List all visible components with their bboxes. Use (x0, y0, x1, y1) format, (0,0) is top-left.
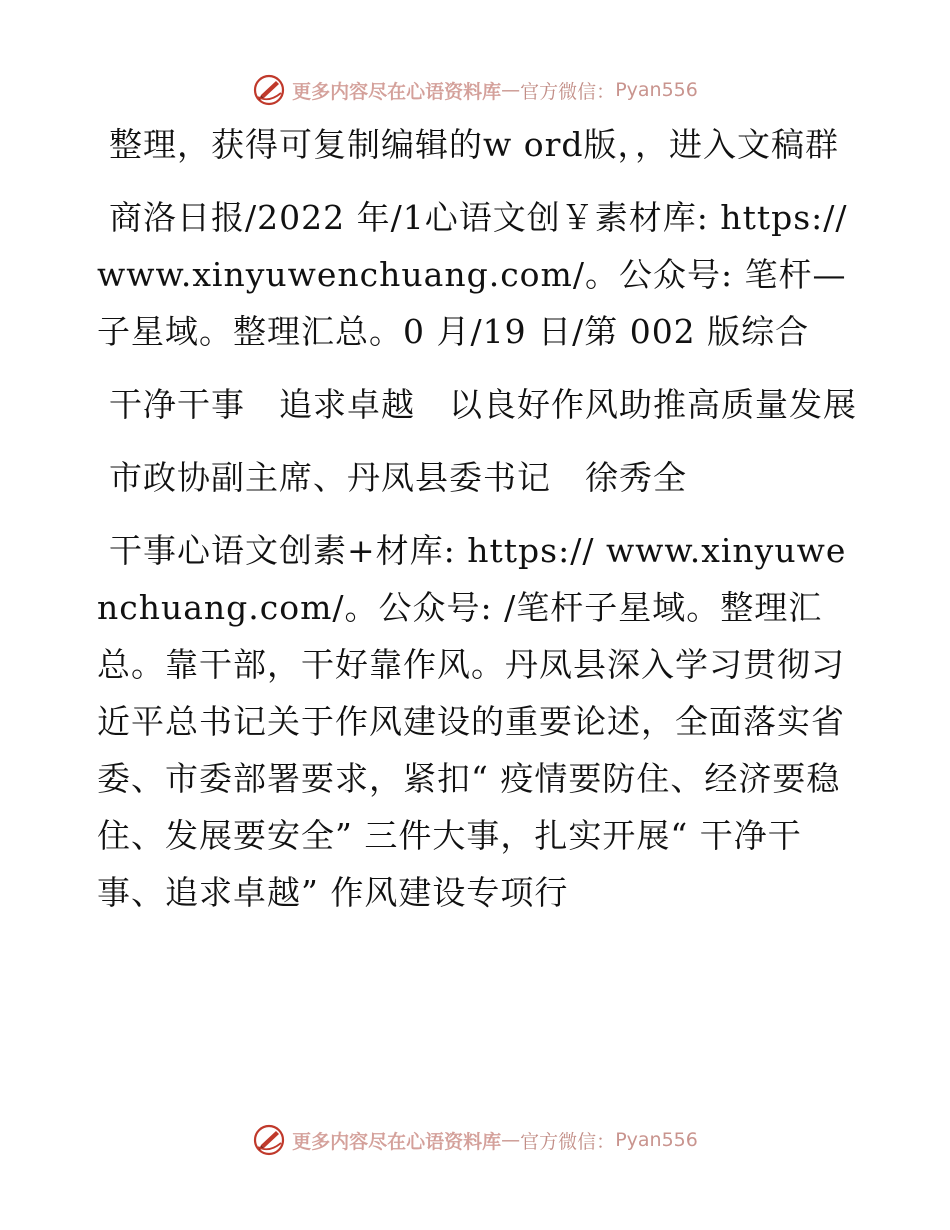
paragraph-body: 干事心语文创素+材库: https:// www.xinyuwenchuang.com/。公众号: /笔杆子星域。整理汇总。靠干部，干好靠作风。丹凤县深入学习贯彻习近平总书记关于作风建设的重要论述，全面落实省委、市委部署要求，紧扣“ 疫情要防住、经济要稳住、发展要安全” 三件大事，扎实开展“ 干净干事、追求卓越” 作风建设专项行 (97, 531, 847, 912)
watermark-separator: — (501, 79, 521, 101)
paragraph-source: 商洛日报/2022 年/1心语文创￥素材库: https://www.xinyuwenchuang.com/。公众号: 笔杆—子星域。整理汇总。0 月/19 日/第 002 版综合 (97, 198, 848, 351)
watermark-separator: — (501, 1129, 521, 1151)
watermark-wechat-id: Pyan556 (615, 79, 698, 101)
article-author: 市政协副主席、丹凤县委书记 徐秀全 (109, 458, 687, 497)
watermark-main-text: 更多内容尽在心语资料库 (292, 80, 502, 103)
watermark-footer (0, 1120, 950, 1160)
article-title: 干净干事 追求卓越 以良好作风助推高质量发展 (109, 385, 857, 424)
watermark-wechat-label: 官方微信： (520, 1130, 616, 1153)
watermark-wechat-id: Pyan556 (615, 1129, 698, 1151)
watermark-main-text: 更多内容尽在心语资料库 (292, 1130, 502, 1153)
book-pen-logo-icon (252, 1123, 286, 1157)
watermark-header (0, 70, 950, 110)
document-body (97, 116, 857, 937)
watermark-wechat-label: 官方微信： (520, 80, 616, 103)
book-pen-logo-icon (252, 73, 286, 107)
paragraph-intro: 整理，获得可复制编辑的w ord版，，进入文稿群 (109, 125, 840, 164)
